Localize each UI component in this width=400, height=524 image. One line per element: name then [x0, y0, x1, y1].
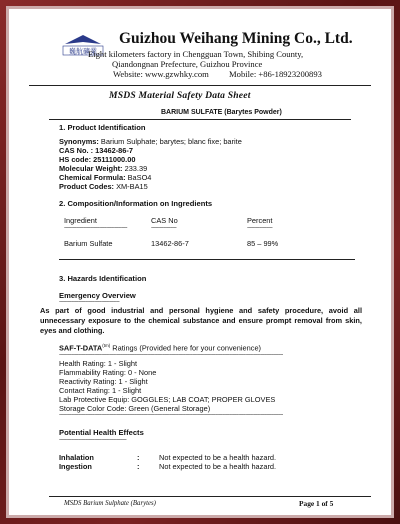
section-1-heading: 1. Product Identification: [59, 123, 146, 132]
column-ingredient: Ingredient: [64, 216, 97, 225]
ratings-top-dash: ----------------------------------------------------------------------------------------------------------------------------------------------------------------: [59, 352, 283, 358]
emergency-heading: Emergency Overview: [59, 291, 136, 300]
synonyms-label: Synonyms:: [59, 137, 99, 146]
section-3-heading: 3. Hazards Identification: [59, 274, 147, 283]
product-code-value: XM-BA15: [116, 182, 148, 191]
ingredient-cas: 13462-86-7: [151, 239, 189, 248]
cas-row: [59, 146, 133, 155]
product-code-row: [59, 182, 148, 191]
contact-rating: Contact Rating: 1 - Slight: [59, 386, 142, 395]
storage-color-code: Storage Color Code: Green (General Storage): [59, 404, 211, 413]
ingredient-dash: ---------------------------------------------: [64, 225, 127, 231]
footer-page-number: Page 1 of 5: [299, 499, 334, 508]
emergency-dash: -------------------------------------------: [59, 299, 120, 305]
product-title: BARIUM SULFATE (Barytes Powder): [161, 109, 282, 116]
molecular-weight-row: [59, 164, 147, 173]
title-rule: [49, 119, 351, 120]
document-page: [9, 9, 391, 515]
health-rating: Health Rating: 1 - Slight: [59, 359, 138, 368]
cas-dash: ------------------: [151, 225, 177, 231]
health-effects-dash: ------------------------------------------------: [59, 437, 127, 443]
section-2-rule: [59, 259, 355, 260]
mobile-number: Mobile: +86-18923200893: [229, 69, 322, 79]
ingestion-text: Not expected to be a health hazard.: [159, 462, 277, 471]
formula-value: BaSO4: [127, 173, 152, 182]
saf-t-data-rest: Ratings (Provided here for your convenience): [110, 343, 262, 353]
hs-code-value: 25111000.00: [93, 155, 136, 164]
section-2-heading: 2. Composition/Information on Ingredients: [59, 199, 213, 208]
column-percent: Percent: [247, 216, 273, 225]
inhalation-text: Not expected to be a health hazard.: [159, 453, 277, 462]
emergency-overview-text: As part of good industrial and personal hygiene and safety procedure, avoid all unnecessary exposure to the chemical substance and ensure prompt removal from skin, eyes and clothing.: [40, 306, 362, 335]
molecular-weight-value: 233.39: [124, 164, 148, 173]
formula-row: [59, 173, 151, 182]
flammability-rating: Flammability Rating: 0 - None: [59, 368, 157, 377]
reactivity-rating: Reactivity Rating: 1 - Slight: [59, 377, 148, 386]
document-title: MSDS Material Safety Data Sheet: [109, 90, 251, 101]
ingestion-colon: :: [137, 462, 140, 471]
molecular-weight-label: Molecular Weight:: [59, 164, 123, 173]
footer-document-name: MSDS Barium Sulphate (Barytes): [64, 500, 156, 507]
inhalation-colon: :: [137, 453, 140, 462]
company-name: Guizhou Weihang Mining Co., Ltd.: [119, 30, 353, 47]
footer-rule: [49, 496, 371, 497]
cas-value: 13462-86-7: [95, 146, 133, 155]
ingredient-name: Barium Sulfate: [64, 239, 113, 248]
ratings-bottom-dash: ----------------------------------------------------------------------------------------------------------------------------------------------------------------: [59, 412, 283, 418]
lab-protective-equip: Lab Protective Equip: GOGGLES; LAB COAT; PROPER GLOVES: [59, 395, 276, 404]
product-code-label: Product Codes:: [59, 182, 115, 191]
hs-code-row: [59, 155, 135, 164]
formula-label: Chemical Formula:: [59, 173, 126, 182]
address-line-1: Eight kilometers factory in Chengguan Town, Shibing County,: [88, 49, 304, 59]
health-effects-heading: Potential Health Effects: [59, 428, 144, 437]
address-line-2: Qiandongnan Prefecture, Guizhou Province: [112, 59, 263, 69]
logo-text: 巍航礦業: [69, 47, 97, 56]
header-divider: [29, 85, 371, 86]
saf-t-data-tm: (tm): [102, 343, 111, 348]
percent-dash: ------------------: [247, 225, 273, 231]
website[interactable]: Website: www.gzwhky.com: [113, 69, 209, 79]
cas-label: CAS No. :: [59, 146, 94, 155]
saf-t-data-label: SAF-T-DATA: [59, 343, 103, 353]
column-cas-no: CAS No: [151, 216, 178, 225]
ingestion-label: Ingestion: [59, 462, 92, 471]
inhalation-label: Inhalation: [59, 453, 94, 462]
ingredient-percent: 85 – 99%: [247, 239, 279, 248]
hs-code-label: HS code:: [59, 155, 92, 164]
synonyms-row: [59, 137, 242, 146]
synonyms-value: Barium Sulphate; barytes; blanc fixe; barite: [100, 137, 242, 146]
